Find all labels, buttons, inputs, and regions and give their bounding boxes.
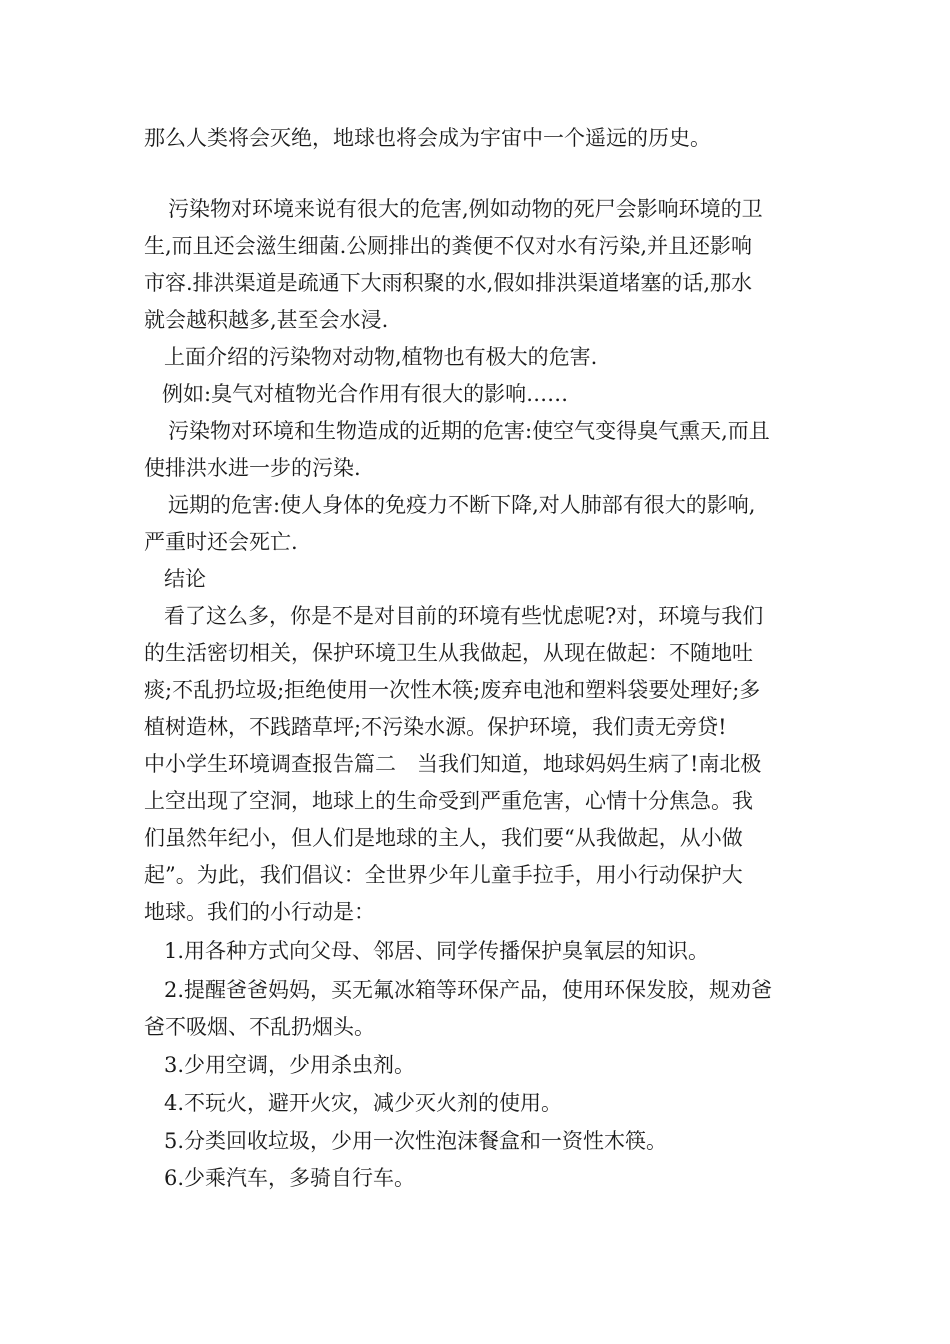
text-line: 地球。我们的小行动是： [144,900,375,924]
text-line: 市容.排洪渠道是疏通下大雨积聚的水,假如排洪渠道堵塞的话,那水 [144,271,753,295]
text-line: 生,而且还会滋生细菌.公厕排出的粪便不仅对水有污染,并且还影响 [144,234,753,258]
list-item: 5.分类回收垃圾，少用一次性泡沫餐盒和一资性木筷。 [164,1129,668,1153]
list-item: 4.不玩火，避开火灾，减少灭火剂的使用。 [164,1091,563,1115]
section-heading: 结论 [164,567,206,591]
list-item: 6.少乘汽车，多骑自行车。 [164,1166,416,1190]
text-line: 的生活密切相关，保护环境卫生从我做起，从现在做起：不随地吐 [144,641,753,665]
list-item: 1.用各种方式向父母、邻居、同学传播保护臭氧层的知识。 [164,939,710,963]
list-item: 3.少用空调，少用杀虫剂。 [164,1053,416,1077]
text-line: 使排洪水进一步的污染. [144,456,361,480]
text-line: 污染物对环境来说有很大的危害,例如动物的死尸会影响环境的卫 [168,197,763,221]
text-line: 起”。为此，我们倡议：全世界少年儿童手拉手，用小行动保护大 [144,863,743,887]
text-line: 们虽然年纪小，但人们是地球的主人，我们要“从我做起，从小做 [144,826,743,850]
text-line: 上空出现了空洞，地球上的生命受到严重危害，心情十分焦急。我 [144,789,753,813]
text-line: 看了这么多，你是不是对目前的环境有些忧虑呢?对，环境与我们 [164,604,764,628]
text-line: 就会越积越多,甚至会水浸. [144,308,389,332]
document-page [144,0,810,1344]
text-line: 污染物对环境和生物造成的近期的危害:使空气变得臭气熏天,而且 [168,419,770,443]
text-line: 远期的危害:使人身体的免疫力不断下降,对人肺部有很大的影响, [168,493,756,517]
text-line: 严重时还会死亡. [144,530,298,554]
list-item: 2.提醒爸爸妈妈，买无氟冰箱等环保产品，使用环保发胶，规劝爸 [164,978,773,1002]
text-line: 痰;不乱扔垃圾;拒绝使用一次性木筷;废弃电池和塑料袋要处理好;多 [144,678,761,702]
text-line: 那么人类将会灭绝，地球也将会成为宇宙中一个遥远的历史。 [144,126,711,150]
text-line: 爸不吸烟、不乱扔烟头。 [144,1015,375,1039]
text-line: 中小学生环境调查报告篇二 当我们知道，地球妈妈生病了!南北极 [144,752,762,776]
text-line: 上面介绍的污染物对动物,植物也有极大的危害. [164,345,598,369]
text-line: 例如:臭气对植物光合作用有很大的影响…… [162,382,569,406]
text-line: 植树造林，不践踏草坪;不污染水源。保护环境，我们责无旁贷! [144,715,727,739]
